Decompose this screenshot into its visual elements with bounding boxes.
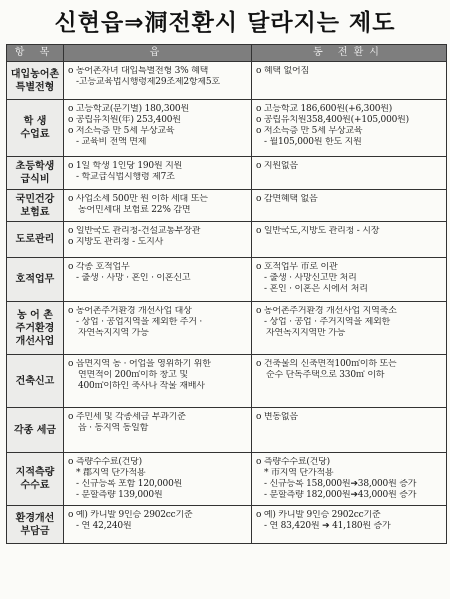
- eup-cell: [64, 453, 252, 506]
- table-row: [7, 506, 447, 544]
- eup-line: o 농어촌주거환경 개선사업 대상: [68, 306, 192, 316]
- dong-line: o 일반국도,지방도 관리청 - 시장: [256, 226, 380, 236]
- table-row: [7, 190, 447, 222]
- dong-cell: [252, 506, 447, 544]
- row-category: [7, 355, 64, 408]
- eup-cell: [64, 62, 252, 100]
- eup-line: -고등교육법시행령제29조제2항제5호: [76, 77, 220, 87]
- eup-line: 농어민세대 보험료 22% 감면: [78, 205, 191, 215]
- row-category: [7, 222, 64, 258]
- table-header-row: [7, 45, 447, 62]
- eup-line: 연면적이 200㎡이하 창고 및: [78, 370, 188, 380]
- dong-cell: [252, 258, 447, 302]
- dong-line: 순수 단독주택으로 330㎡ 이하: [266, 370, 385, 380]
- dong-cell: [252, 302, 447, 355]
- row-category-line: 초등학생: [15, 161, 55, 172]
- table-row: [7, 222, 447, 258]
- row-category-line: 특별전형: [15, 81, 55, 93]
- dong-line: - 연 83,420원 ➔ 41,180원 증가: [264, 521, 391, 531]
- eup-line: - 신규등록 포함 120,000원: [76, 479, 183, 489]
- dong-line: - 신규등록 158,000원➔38,000원 증가: [264, 479, 417, 489]
- dong-line: o 감면혜택 없음: [256, 194, 318, 204]
- row-category-line: 호적업무: [15, 274, 55, 285]
- table-row: [7, 258, 447, 302]
- table-body: [7, 62, 447, 544]
- row-category: [7, 190, 64, 222]
- row-category-line: 대입농어촌: [10, 68, 60, 80]
- row-category-line: 각종 세금: [13, 424, 57, 436]
- dong-line: - 월105,000원 한도 지원: [264, 137, 362, 147]
- eup-line: o 예) 카니발 9인승 2902cc기준: [68, 510, 193, 520]
- dong-line: - 혼인 · 이혼은 시에서 처리: [264, 284, 368, 294]
- table-row: [7, 100, 447, 157]
- eup-line: - 연 42,240원: [76, 521, 132, 531]
- eup-line: o 읍면지역 농 · 어업을 영위하기 위한: [68, 359, 211, 369]
- eup-line: - 분할측량 139,000원: [76, 490, 163, 500]
- table-row: [7, 453, 447, 506]
- eup-cell: [64, 222, 252, 258]
- row-category-line: 도로관리: [15, 234, 55, 245]
- row-category-line: 주거환경: [15, 322, 55, 334]
- eup-line: o 측량수수료(건당): [68, 457, 142, 467]
- dong-line: o 예) 카니발 9인승 2902cc기준: [256, 510, 381, 520]
- row-category: [7, 100, 64, 157]
- eup-cell: [64, 302, 252, 355]
- row-category-line: 수업료: [20, 129, 50, 140]
- eup-line: o 농어촌자녀 대입특별전형 3% 혜택: [68, 66, 209, 76]
- table-row: [7, 157, 447, 190]
- title-left: 신현읍: [54, 10, 125, 36]
- header-eup: 읍: [64, 45, 252, 62]
- eup-line: 400㎡이하인 축사나 작물 재배사: [78, 381, 205, 391]
- dong-line: - 분할측량 182,000원➔43,000원 증가: [264, 490, 417, 500]
- eup-line: o 각종 호적업무: [68, 262, 130, 272]
- dong-cell: [252, 222, 447, 258]
- dong-line: o 저소득층 만 5세 무상교육: [256, 126, 363, 136]
- row-category-line: 농 어 촌: [17, 309, 53, 321]
- dong-line: o 호적업무 市로 이관: [256, 262, 338, 272]
- eup-cell: [64, 258, 252, 302]
- eup-line: - 학교급식법시행령 제7조: [76, 172, 175, 182]
- eup-line: o 저소득층 만 5세 무상교육: [68, 126, 175, 136]
- eup-cell: [64, 355, 252, 408]
- dong-line: o 혜택 없어짐: [256, 66, 310, 76]
- eup-cell: [64, 506, 252, 544]
- eup-line: 자연녹지지역 가능: [78, 328, 149, 338]
- row-category-line: 학 생: [23, 116, 47, 127]
- eup-line: 읍 · 동지역 동일함: [78, 423, 149, 433]
- dong-line: 자연녹지지역만 가능: [266, 328, 346, 338]
- row-category-line: 보험료: [20, 206, 50, 218]
- dong-cell: [252, 100, 447, 157]
- eup-line: o 공립유치원(年) 253,400원: [68, 115, 181, 125]
- dong-line: o 공립유치원358,400원(+105,000원): [256, 115, 409, 125]
- row-category-line: 부담금: [20, 525, 50, 537]
- eup-cell: [64, 157, 252, 190]
- row-category: [7, 157, 64, 190]
- dong-line: - 출생 · 사망신고만 처리: [264, 273, 357, 283]
- dong-line: o 고등학교 186,600원(+6,300원): [256, 104, 393, 114]
- title-right: 洞: [144, 10, 169, 36]
- table-row: [7, 408, 447, 453]
- dong-line: - 상업 · 공업 · 주거지역을 제외한: [264, 317, 391, 327]
- title-arrow: ⇒: [124, 10, 145, 36]
- dong-cell: [252, 453, 447, 506]
- dong-cell: [252, 190, 447, 222]
- table-row: [7, 355, 447, 408]
- eup-line: - 상업 · 공업지역을 제외한 주거 ·: [76, 317, 203, 327]
- table-row: [7, 302, 447, 355]
- eup-line: * 郡지역 단가적용: [76, 468, 146, 478]
- row-category: [7, 258, 64, 302]
- dong-line: o 건축물의 신축면적100㎡이하 또는: [256, 359, 397, 369]
- dong-line: o 변동없음: [256, 412, 298, 422]
- dong-cell: [252, 62, 447, 100]
- dong-line: o 측량수수료(건당): [256, 457, 330, 467]
- row-category-line: 수수료: [20, 480, 50, 491]
- header-dong: 동 전환시: [252, 45, 447, 62]
- row-category: [7, 408, 64, 453]
- eup-line: o 일반국도 관리청-건설교통부장관: [68, 226, 201, 236]
- row-category: [7, 62, 64, 100]
- row-category-line: 지적측량: [15, 467, 55, 478]
- page-title: [0, 4, 450, 42]
- eup-line: o 사업소세 500만 원 이하 세대 또는: [68, 194, 208, 204]
- eup-cell: [64, 190, 252, 222]
- eup-cell: [64, 408, 252, 453]
- eup-line: - 교육비 전액 면제: [76, 137, 147, 147]
- row-category-line: 국민건강: [15, 193, 55, 205]
- row-category-line: 급식비: [20, 174, 50, 185]
- eup-line: o 1일 학생 1인당 190원 지원: [68, 161, 183, 171]
- row-category: [7, 506, 64, 544]
- row-category-line: 개선사업: [15, 335, 55, 347]
- eup-line: o 고등학교(분기별) 180,300원: [68, 104, 189, 114]
- dong-cell: [252, 355, 447, 408]
- dong-line: o 지원없음: [256, 161, 298, 171]
- row-category: [7, 302, 64, 355]
- header-category: 항 목: [7, 45, 64, 62]
- dong-cell: [252, 408, 447, 453]
- dong-line: o 농어촌주거환경 개선사업 지역축소: [256, 306, 397, 316]
- row-category-line: 건축신고: [15, 375, 55, 387]
- table-row: [7, 62, 447, 100]
- eup-line: o 주민세 및 각종세금 부과기준: [68, 412, 186, 422]
- title-rest: 전환시 달라지는 제도: [168, 10, 396, 36]
- eup-line: - 출생 · 사망 · 혼인 · 이혼신고: [76, 273, 191, 283]
- comparison-table: [6, 44, 447, 544]
- dong-line: * 市지역 단가적용: [264, 468, 334, 478]
- row-category-line: 환경개선: [15, 512, 55, 524]
- eup-cell: [64, 100, 252, 157]
- row-category: [7, 453, 64, 506]
- eup-line: o 지방도 관리청 - 도지사: [68, 237, 164, 247]
- dong-cell: [252, 157, 447, 190]
